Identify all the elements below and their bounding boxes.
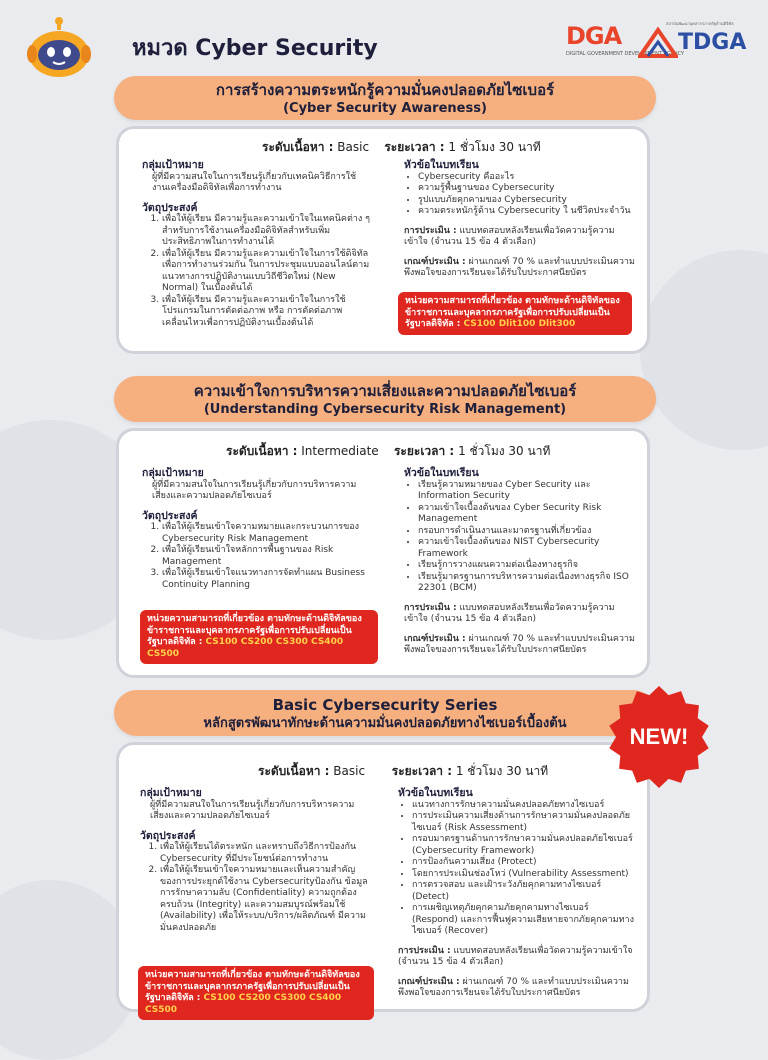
objective-item: 1. เพื่อให้ผู้เรียน มีความรู้และความเข้าใจในเทคนิคต่าง ๆ สำหรับการใช้งานเครื่องมือดิจิทัลสำหรับเพิ่มประสิทธิภาพในการทำงานได้: [162, 214, 370, 249]
course-right-column: [404, 468, 636, 657]
page-header: [0, 0, 768, 76]
duration-label: ระยะเวลา :: [391, 764, 453, 778]
course-subtitle: (Cyber Security Awareness): [283, 101, 487, 116]
dga-logo-subtitle: DIGITAL GOVERNMENT DEVELOPMENT AGENCY: [566, 51, 685, 57]
dga-logo-text: DGA: [566, 22, 622, 50]
objective-item: 1. เพื่อให้ผู้เรียนเข้าใจความหมายและกระบวนการของ Cybersecurity Risk Management: [162, 522, 374, 545]
target-heading: กลุ่มเป้าหมาย: [140, 787, 202, 799]
competency-codes: CS100 Dlit100 Dlit300: [463, 319, 576, 329]
course-left-column: [140, 788, 372, 934]
course-title: ความเข้าใจการบริหารความเสี่ยงและความปลอดภัยไซเบอร์: [193, 382, 577, 400]
level-label: ระดับเนื้อหา :: [262, 140, 334, 154]
topic-item: • เรียนรู้ความหมายของ Cyber Security และ Information Security: [418, 480, 636, 503]
tdga-logo-text: TDGA: [678, 30, 747, 55]
course-banner: [114, 376, 656, 422]
competency-codes: CS100 CS200 CS300 CS400 CS500: [147, 637, 344, 659]
criteria: [404, 257, 635, 279]
criteria-text: ผ่านเกณฑ์ 70 % และทำแบบประเมินความพึงพอใจของการเรียนจะได้รับใบประกาศนียบัตร: [398, 976, 629, 998]
course-banner: [114, 76, 656, 120]
course-title: Basic Cybersecurity Series: [272, 696, 498, 714]
course-left-column: [142, 468, 374, 591]
objective-list: [142, 522, 374, 591]
course-meta: [258, 762, 548, 781]
duration-value: 1 ชั่วโมง 30 นาที: [458, 444, 551, 458]
target-heading: กลุ่มเป้าหมาย: [142, 467, 204, 479]
competency-box: [140, 610, 378, 664]
evaluation-text: แบบทดสอบหลังเรียนเพื่อวัดความรู้ความเข้าใจ (จำนวน 15 ข้อ 4 ตัวเลือก): [398, 945, 633, 967]
level-label: ระดับเนื้อหา :: [226, 444, 298, 458]
duration-label: ระยะเวลา :: [384, 140, 445, 154]
level-label: ระดับเนื้อหา :: [258, 764, 330, 778]
competency-text: หน่วยความสามารถที่เกี่ยวข้อง ตามทักษะด้านดิจิทัลของข้าราชการและบุคลากรภาครัฐเพื่อการปรับเปลี่ยนเป็นรัฐบาลดิจิทัล :: [405, 296, 620, 329]
evaluation-label: การประเมิน :: [398, 945, 451, 956]
topic-item: • ความเข้าใจเบื้องต้นของ NIST Cybersecurity Framework: [418, 537, 636, 560]
topic-list: [404, 172, 636, 218]
objective-heading: วัตถุประสงค์: [142, 509, 198, 522]
competency-text: หน่วยความสามารถที่เกี่ยวข้อง ตามทักษะด้านดิจิทัลของข้าราชการและบุคลากรภาครัฐเพื่อการปรับเปลี่ยนเป็นรัฐบาลดิจิทัล :: [145, 970, 360, 1003]
objective-list: [142, 214, 370, 329]
objective-heading: วัตถุประสงค์: [140, 829, 196, 842]
topic-item: • การประเมินความเสี่ยงด้านการรักษาความมั่นคงปลอดภัยไซเบอร์ (Risk Assessment): [412, 811, 636, 834]
course-subtitle: หลักสูตรพัฒนาทักษะด้านความมั่นคงปลอดภัยทางไซเบอร์เบื้องต้น: [203, 716, 567, 731]
course-subtitle: (Understanding Cybersecurity Risk Management): [203, 402, 567, 417]
evaluation: [404, 226, 615, 248]
competency-box: [398, 292, 632, 335]
topic-item: • โดยการประเมินช่องโหว่ (Vulnerability Assessment): [412, 869, 636, 881]
topic-item: • กรอบการดำเนินงานและมาตรฐานที่เกี่ยวข้อง: [418, 526, 636, 538]
tdga-logo-mark: [638, 26, 678, 60]
target-text: ผู้ที่มีความสนใจในการเรียนรู้เกี่ยวกับเทคนิควิธีการใช้งานเครื่องมือดิจิทัลเพื่อการทำงาน: [152, 171, 357, 193]
objective-heading: วัตถุประสงค์: [142, 201, 198, 214]
target-text: ผู้ที่มีความสนใจในการเรียนรู้เกี่ยวกับการบริหารความเสี่ยงและความปลอดภัยไซเบอร์: [152, 479, 357, 501]
new-badge-text: NEW!: [629, 724, 689, 749]
topic-list: [404, 480, 636, 595]
evaluation: [404, 603, 615, 625]
evaluation-text: แบบทดสอบหลังเรียนเพื่อวัดความรู้ความเข้าใจ (จำนวน 15 ข้อ 4 ตัวเลือก): [404, 225, 615, 247]
evaluation-label: การประเมิน :: [404, 602, 457, 613]
course-meta: [226, 442, 550, 461]
robot-mascot-icon: [26, 16, 92, 78]
evaluation-label: การประเมิน :: [404, 225, 457, 236]
competency-text: หน่วยความสามารถที่เกี่ยวข้อง ตามทักษะด้านดิจิทัลของข้าราชการและบุคลากรภาครัฐเพื่อการปรับเปลี่ยนเป็นรัฐบาลดิจิทัล :: [147, 614, 362, 647]
topics-heading: หัวข้อในบทเรียน: [404, 467, 479, 479]
evaluation: [398, 946, 633, 968]
tdga-logo-subtitle: สถาบันพัฒนาบุคลากรภาครัฐด้านดิจิทัล: [666, 21, 734, 26]
course-right-column: [404, 160, 636, 280]
level-value: Intermediate: [301, 444, 379, 458]
objective-item: 2. เพื่อให้ผู้เรียนเข้าใจความหมายและเห็นความสำคัญ ของการประยุกต์ใช้งาน Cybersecurityป้องกัน ข้อมูล การรักษาความลับ (Confidentiality) ความถูกต้องครบถ้วน (Integrity) และความสมบูรณ์พร้อมใช้ (Availability) เพื่อให้ระบบ/บริการ/ผลิตภัณฑ์ มีความมั่นคงปลอดภัย: [160, 865, 372, 934]
course-left-column: [142, 160, 370, 329]
topic-item: • ความตระหนักรู้ด้าน Cybersecurity ใ นชีวิตประจำวัน: [418, 206, 636, 218]
level-value: Basic: [333, 764, 366, 778]
duration-value: 1 ชั่วโมง 30 นาที: [448, 140, 541, 154]
target-text: ผู้ที่มีความสนใจในการเรียนรู้เกี่ยวกับการบริหารความเสี่ยงและความปลอดภัยไซเบอร์: [150, 799, 355, 821]
topic-item: • ความเข้าใจเบื้องต้นของ Cyber Security Risk Management: [418, 503, 636, 526]
topic-item: • เรียนรู้มาตรฐานการบริหารความต่อเนื่องทางธุรกิจ ISO 22301 (BCM): [418, 572, 636, 595]
course-right-column: [398, 788, 636, 1000]
objective-item: 3. เพื่อให้ผู้เรียนเข้าใจแนวทางการจัดทำแผน Business Continuity Planning: [162, 568, 374, 591]
background-shape: [640, 250, 768, 450]
course-title: การสร้างความตระหนักรู้ความมั่นคงปลอดภัยไซเบอร์: [215, 81, 555, 99]
objective-item: 2. เพื่อให้ผู้เรียน มีความรู้และความเข้าใจในการใช้ดิจิทัลเพื่อการทำงานร่วมกัน ในการประชุมแบบออนไลน์ตามแนวทางการปฏิบัติงานแบบวิถีชีวิตใหม่ (New Normal) ในเบื้องต้นได้: [162, 249, 370, 295]
topic-item: • แนวทางการรักษาความมั่นคงปลอดภัยทางไซเบอร์: [412, 800, 636, 812]
criteria-label: เกณฑ์ประเมิน :: [404, 256, 466, 267]
topic-item: • เรียนรู้การวางแผนความต่อเนื่องทางธุรกิจ: [418, 560, 636, 572]
target-heading: กลุ่มเป้าหมาย: [142, 159, 204, 171]
duration-value: 1 ชั่วโมง 30 นาที: [455, 764, 549, 778]
topic-item: • การเผชิญเหตุภัยคุกคามภัยคุกคามทางไซเบอร์ (Respond) และการฟื้นฟูความเสียหายจากภัยคุกคามทางไซเบอร์ (Recover): [412, 903, 636, 938]
topic-list: [398, 800, 636, 938]
tdga-logo-icon: [636, 18, 748, 62]
topics-heading: หัวข้อในบทเรียน: [398, 787, 473, 799]
topic-item: • การตรวจสอบ และเฝ้าระวังภัยคุกคามทางไซเบอร์ (Detect): [412, 880, 636, 903]
dga-logo-icon: [566, 22, 685, 62]
page-title: หมวด Cyber Security: [132, 36, 378, 61]
criteria-text: ผ่านเกณฑ์ 70 % และทำแบบประเมินความพึงพอใจของการเรียนจะได้รับใบประกาศนียบัตร: [404, 633, 635, 655]
topics-heading: หัวข้อในบทเรียน: [404, 159, 479, 171]
topic-item: • กรอบมาตรฐานด้านการรักษาความมั่นคงปลอดภัยไซเบอร์ (Cybersecurity Framework): [412, 834, 636, 857]
level-value: Basic: [337, 140, 370, 154]
course-meta: [262, 138, 541, 157]
duration-label: ระยะเวลา :: [393, 444, 455, 458]
criteria: [404, 634, 635, 656]
topic-item: • Cybersecurity คืออะไร: [418, 172, 636, 184]
objective-item: 2. เพื่อให้ผู้เรียนเข้าใจหลักการพื้นฐานของ Risk Management: [162, 545, 374, 568]
criteria-label: เกณฑ์ประเมิน :: [404, 633, 466, 644]
topic-item: • รูปแบบภัยคุกคามของ Cybersecurity: [418, 195, 636, 207]
criteria-label: เกณฑ์ประเมิน :: [398, 976, 460, 987]
competency-box: [138, 966, 374, 1020]
objective-list: [140, 842, 372, 934]
new-badge-icon: [606, 684, 712, 790]
objective-item: 3. เพื่อให้ผู้เรียน มีความรู้และความเข้าใจในการใช้โปรแกรมในการตัดต่อภาพ หรือ การตัดต่อภาพเคลื่อนไหวเพื่อการปฏิบัติงานเบื้องต้นได้: [162, 295, 370, 330]
topic-item: • การป้องกันความเสี่ยง (Protect): [412, 857, 636, 869]
evaluation-text: แบบทดสอบหลังเรียนเพื่อวัดความรู้ความเข้าใจ (จำนวน 15 ข้อ 4 ตัวเลือก): [404, 602, 615, 624]
topic-item: • ความรู้พื้นฐานของ Cybersecurity: [418, 183, 636, 195]
criteria: [398, 977, 629, 999]
course-banner: [114, 690, 656, 736]
competency-codes: CS100 CS200 CS300 CS400 CS500: [145, 993, 342, 1015]
criteria-text: ผ่านเกณฑ์ 70 % และทำแบบประเมินความพึงพอใจของการเรียนจะได้รับใบประกาศนียบัตร: [404, 256, 635, 278]
objective-item: 1. เพื่อให้ผู้เรียนได้ตระหนัก และทราบถึงวิธีการป้องกัน Cybersecurity ที่มีประโยชน์ต่อการทำงาน: [160, 842, 372, 865]
